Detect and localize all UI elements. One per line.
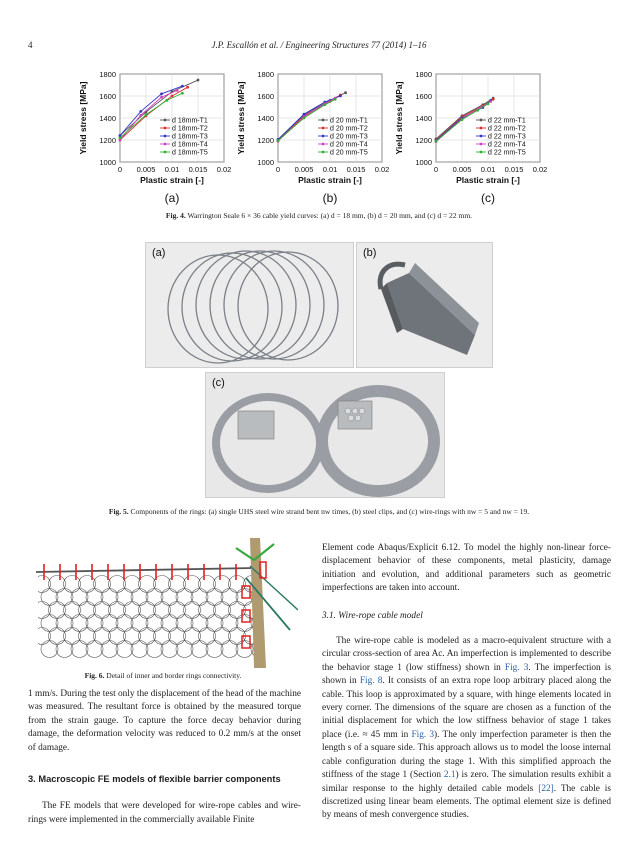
- y-tick-label: 1800: [99, 70, 116, 79]
- y-tick-label: 1800: [257, 70, 274, 79]
- legend-entry: d 18mm-T2: [172, 125, 208, 133]
- data-point: [181, 92, 184, 95]
- data-point: [181, 85, 184, 88]
- ring: [41, 615, 58, 632]
- y-tick-label: 1600: [415, 92, 432, 101]
- data-point: [160, 96, 163, 99]
- legend-entry: d 22 mm-T4: [488, 141, 526, 149]
- legend-marker: [480, 135, 483, 138]
- photo-wire-strand: [145, 242, 354, 368]
- fig6-caption: [28, 671, 298, 680]
- fig5-panel-b-label: (b): [363, 247, 377, 259]
- ring: [214, 628, 231, 645]
- legend-entry: d 18mm-T1: [172, 117, 208, 125]
- data-point: [160, 92, 163, 95]
- y-tick-label: 1600: [99, 92, 116, 101]
- data-point: [435, 140, 438, 143]
- ring: [56, 615, 73, 632]
- right-paragraph-1: Element code Abaqus/Explicit 6.12. To model the highly non-linear force-displacement behavior of these components, metal plasticity, damage initiation and evolution, and additional parameters such as geometric imperfections are taken into account.: [322, 543, 611, 594]
- ring: [116, 641, 133, 658]
- legend-marker: [322, 135, 325, 138]
- y-tick-label: 1400: [415, 114, 432, 123]
- data-point: [476, 109, 479, 112]
- x-tick-label: 0: [117, 165, 123, 174]
- ref-fig-8[interactable]: Fig. 8: [359, 676, 383, 687]
- y-tick-label: 1400: [257, 114, 274, 123]
- ring: [199, 602, 216, 619]
- p2-text-f: . The cable is discretized using linear beam elements. The optimal element size is defined by means of mesh convergence studies.: [322, 783, 611, 821]
- legend-marker: [164, 127, 167, 130]
- left-column: [28, 688, 301, 827]
- data-point: [119, 136, 122, 139]
- x-tick-label: 0.01: [164, 165, 180, 174]
- ring: [169, 628, 186, 645]
- x-tick-label: 0.015: [504, 165, 524, 174]
- x-tick-label: 0: [275, 165, 281, 174]
- legend-marker: [164, 151, 167, 154]
- x-tick-label: 0.01: [322, 165, 338, 174]
- x-tick-label: 0.02: [216, 165, 232, 174]
- right-paragraph-2: [322, 635, 611, 823]
- y-axis-label: Yield stress [MPa]: [78, 81, 88, 155]
- data-point: [197, 79, 200, 82]
- ring: [86, 589, 103, 606]
- fig4-caption-label: Fig. 4.: [165, 211, 186, 220]
- legend-entry: d 18mm-T4: [172, 141, 208, 149]
- wire-strand-illustration: [146, 243, 353, 367]
- ring: [221, 589, 238, 606]
- ref-section-2-1[interactable]: 2.1: [443, 770, 456, 781]
- legend-entry: d 22 mm-T5: [488, 149, 526, 157]
- legend-entry: d 22 mm-T1: [488, 117, 526, 125]
- ring: [34, 602, 51, 619]
- data-point: [139, 114, 142, 117]
- ring: [49, 628, 66, 645]
- ring: [206, 589, 223, 606]
- fig6-ring-connectivity-illustration: [28, 538, 298, 668]
- ring: [154, 602, 171, 619]
- p2-text-e: ) is zero. The simulation results exhibit a similar response to the highly detailed cable models: [322, 770, 611, 794]
- data-point: [176, 89, 179, 92]
- y-tick-label: 1200: [257, 136, 274, 145]
- ring: [146, 589, 163, 606]
- running-head: J.P. Escallón et al. / Engineering Structures 77 (2014) 1–16: [211, 40, 427, 50]
- data-point: [323, 103, 326, 106]
- ring: [49, 576, 66, 593]
- data-point: [165, 99, 168, 102]
- ring: [146, 641, 163, 658]
- ring: [101, 641, 118, 658]
- legend-marker: [480, 143, 483, 146]
- y-axis-label: Yield stress [MPa]: [394, 81, 404, 155]
- legend-entry: d 20 mm-T2: [330, 125, 368, 133]
- ring: [191, 641, 208, 658]
- ring: [34, 576, 51, 593]
- ring: [56, 641, 73, 658]
- ring: [109, 628, 126, 645]
- ring: [79, 628, 96, 645]
- ring: [214, 576, 231, 593]
- ring: [86, 615, 103, 632]
- fig6-caption-text: Detail of inner and border rings connectivity.: [106, 671, 242, 680]
- ring: [176, 641, 193, 658]
- ring: [184, 628, 201, 645]
- fig4-caption-text: Warrington Seale 6 × 36 cable yield curves: (a) d = 18 mm, (b) d = 20 mm, and (c) d = 22 mm.: [187, 211, 473, 220]
- ring: [154, 628, 171, 645]
- legend-marker: [164, 143, 167, 146]
- left-paragraph-1: 1 mm/s. During the test only the displacement of the head of the machine was measured. The resultant force is obtained by the measured torque from the strain gauge. To capture the force decay behavior during damage, the deformation velocity was reduced to 0.2 mm/s at the onset of damage.: [28, 689, 301, 753]
- y-tick-label: 1000: [257, 158, 274, 167]
- subsection-3-1-heading: 3.1. Wire-rope cable model: [322, 610, 423, 621]
- y-tick-label: 1600: [257, 92, 274, 101]
- ref-citation-22[interactable]: [22]: [538, 783, 554, 794]
- data-point: [334, 98, 337, 101]
- ring: [161, 641, 178, 658]
- legend-entry: d 20 mm-T5: [330, 149, 368, 157]
- ring: [79, 576, 96, 593]
- x-axis-label: Plastic strain [-]: [298, 175, 362, 185]
- ring: [94, 628, 111, 645]
- data-point: [344, 91, 347, 94]
- fig5-caption: [0, 507, 638, 516]
- data-point: [492, 98, 495, 101]
- ring: [161, 615, 178, 632]
- p2-text-b: . The imperfection is shown in: [322, 662, 611, 687]
- ring: [176, 589, 193, 606]
- ring: [206, 615, 223, 632]
- right-column: [322, 542, 611, 823]
- p2-text-a: The wire-rope cable is modeled as a macro-equivalent structure with a circular cross-section of area Ac. An imperfection is implemented to describe the behavior stage 1 (low stiffness) shown in: [322, 636, 611, 673]
- panel-label: (b): [322, 191, 338, 205]
- legend-entry: d 20 mm-T4: [330, 141, 368, 149]
- ring: [139, 576, 156, 593]
- data-point: [186, 86, 189, 89]
- y-tick-label: 1800: [415, 70, 432, 79]
- data-point: [139, 110, 142, 113]
- ring: [214, 602, 231, 619]
- data-point: [339, 95, 342, 98]
- panel-label: (c): [481, 191, 495, 205]
- ring: [206, 641, 223, 658]
- x-tick-label: 0.02: [374, 165, 390, 174]
- legend-marker: [480, 119, 483, 122]
- data-point: [303, 113, 306, 116]
- legend-marker: [480, 127, 483, 130]
- ring: [161, 589, 178, 606]
- x-tick-label: 0.015: [188, 165, 208, 174]
- page-number: 4: [28, 40, 33, 50]
- ring: [101, 589, 118, 606]
- data-point: [461, 118, 464, 121]
- ring: [41, 589, 58, 606]
- left-paragraph-2: The FE models that were developed for wire-rope cables and wire-rings were implemented in the commercially available Finite: [28, 801, 301, 825]
- ring: [221, 641, 238, 658]
- yield-curve-chart-c: [388, 68, 558, 210]
- ring: [146, 615, 163, 632]
- x-tick-label: 0: [433, 165, 439, 174]
- fig5-caption-text: Components of the rings: (a) single UHS steel wire strand bent nw times, (b) steel clips, and (c) wire-rings with nw = 5 and nw = 19.: [130, 507, 530, 516]
- data-point: [303, 117, 306, 120]
- ring: [139, 628, 156, 645]
- y-tick-label: 1400: [99, 114, 116, 123]
- legend-marker: [322, 119, 325, 122]
- legend-marker: [480, 151, 483, 154]
- ring: [221, 615, 238, 632]
- ring: [199, 576, 216, 593]
- yield-curve-chart-b: [230, 68, 400, 210]
- ring: [169, 602, 186, 619]
- y-tick-label: 1200: [415, 136, 432, 145]
- legend-entry: d 20 mm-T3: [330, 133, 368, 141]
- panel-label: (a): [164, 191, 180, 205]
- legend-entry: d 20 mm-T1: [330, 117, 368, 125]
- data-point: [145, 113, 148, 116]
- ring: [49, 602, 66, 619]
- legend-marker: [322, 143, 325, 146]
- ring: [131, 641, 148, 658]
- data-point: [171, 95, 174, 98]
- section-3-heading: 3. Macroscopic FE models of flexible barrier components: [28, 774, 281, 785]
- x-axis-label: Plastic strain [-]: [456, 175, 520, 185]
- ring: [109, 602, 126, 619]
- ring: [229, 576, 246, 593]
- ring: [56, 589, 73, 606]
- ring: [169, 576, 186, 593]
- x-tick-label: 0.02: [532, 165, 548, 174]
- ring: [131, 615, 148, 632]
- ring: [116, 615, 133, 632]
- legend-entry: d 22 mm-T2: [488, 125, 526, 133]
- fig6-caption-label: Fig. 6.: [84, 671, 105, 680]
- ring: [64, 602, 81, 619]
- ring: [79, 602, 96, 619]
- wire-rings-illustration: [206, 373, 444, 497]
- photo-steel-clip: [356, 242, 493, 368]
- yield-curve-chart-a: [72, 68, 242, 210]
- x-tick-label: 0.01: [480, 165, 496, 174]
- legend-entry: d 18mm-T3: [172, 133, 208, 141]
- y-tick-label: 1000: [415, 158, 432, 167]
- ring: [41, 641, 58, 658]
- ring: [116, 589, 133, 606]
- ref-fig-3-second[interactable]: Fig. 3: [411, 729, 435, 740]
- legend-entry: d 18mm-T5: [172, 149, 208, 157]
- ring: [124, 602, 141, 619]
- ring: [199, 628, 216, 645]
- photo-wire-rings: [205, 372, 445, 498]
- legend-marker: [322, 151, 325, 154]
- data-point: [489, 100, 492, 103]
- ring: [71, 641, 88, 658]
- ring: [94, 602, 111, 619]
- x-tick-label: 0.015: [346, 165, 366, 174]
- legend-marker: [322, 127, 325, 130]
- ring: [124, 576, 141, 593]
- ref-fig-3[interactable]: Fig. 3: [504, 662, 529, 673]
- ring: [124, 628, 141, 645]
- p2-text-c: . It consists of an extra rope loop arbitrary placed along the cable. This loop is approximated by a square, with hinge elements located in every corner. The dimensions of the square are chosen as a function of the initial displacement for which the low stiffness behavior of stage 1 takes place (i.e. ≈ 45 mm in: [322, 676, 611, 740]
- ring: [101, 615, 118, 632]
- x-tick-label: 0.005: [452, 165, 472, 174]
- fig4-caption: [0, 211, 638, 220]
- y-axis-label: Yield stress [MPa]: [236, 81, 246, 155]
- legend-marker: [164, 119, 167, 122]
- p2-text-d: ). The only imperfection parameter is then the length s of a square side. This approach allows us to model the loose internal cable configuration during the stage 1. With this simplified approach the stiffness of the stage 1 (Section: [322, 729, 611, 781]
- x-axis-label: Plastic strain [-]: [140, 175, 204, 185]
- ring: [64, 576, 81, 593]
- ring: [86, 641, 103, 658]
- steel-clip-illustration: [357, 243, 492, 367]
- legend-entry: d 22 mm-T3: [488, 133, 526, 141]
- x-tick-label: 0.005: [136, 165, 156, 174]
- ring: [71, 589, 88, 606]
- y-tick-label: 1000: [99, 158, 116, 167]
- fig5-panel-c-label: (c): [212, 377, 225, 389]
- ring: [184, 576, 201, 593]
- ring: [71, 615, 88, 632]
- data-point: [487, 102, 490, 105]
- data-point: [277, 139, 280, 142]
- ring: [139, 602, 156, 619]
- ring: [176, 615, 193, 632]
- ring: [184, 602, 201, 619]
- ring: [64, 628, 81, 645]
- x-tick-label: 0.005: [294, 165, 314, 174]
- fig5-caption-label: Fig. 5.: [108, 507, 129, 516]
- ring: [34, 628, 51, 645]
- y-tick-label: 1200: [99, 136, 116, 145]
- ring: [131, 589, 148, 606]
- ring: [191, 589, 208, 606]
- ring: [109, 576, 126, 593]
- fig5-panel-a-label: (a): [152, 247, 166, 259]
- legend-marker: [164, 135, 167, 138]
- ring: [191, 615, 208, 632]
